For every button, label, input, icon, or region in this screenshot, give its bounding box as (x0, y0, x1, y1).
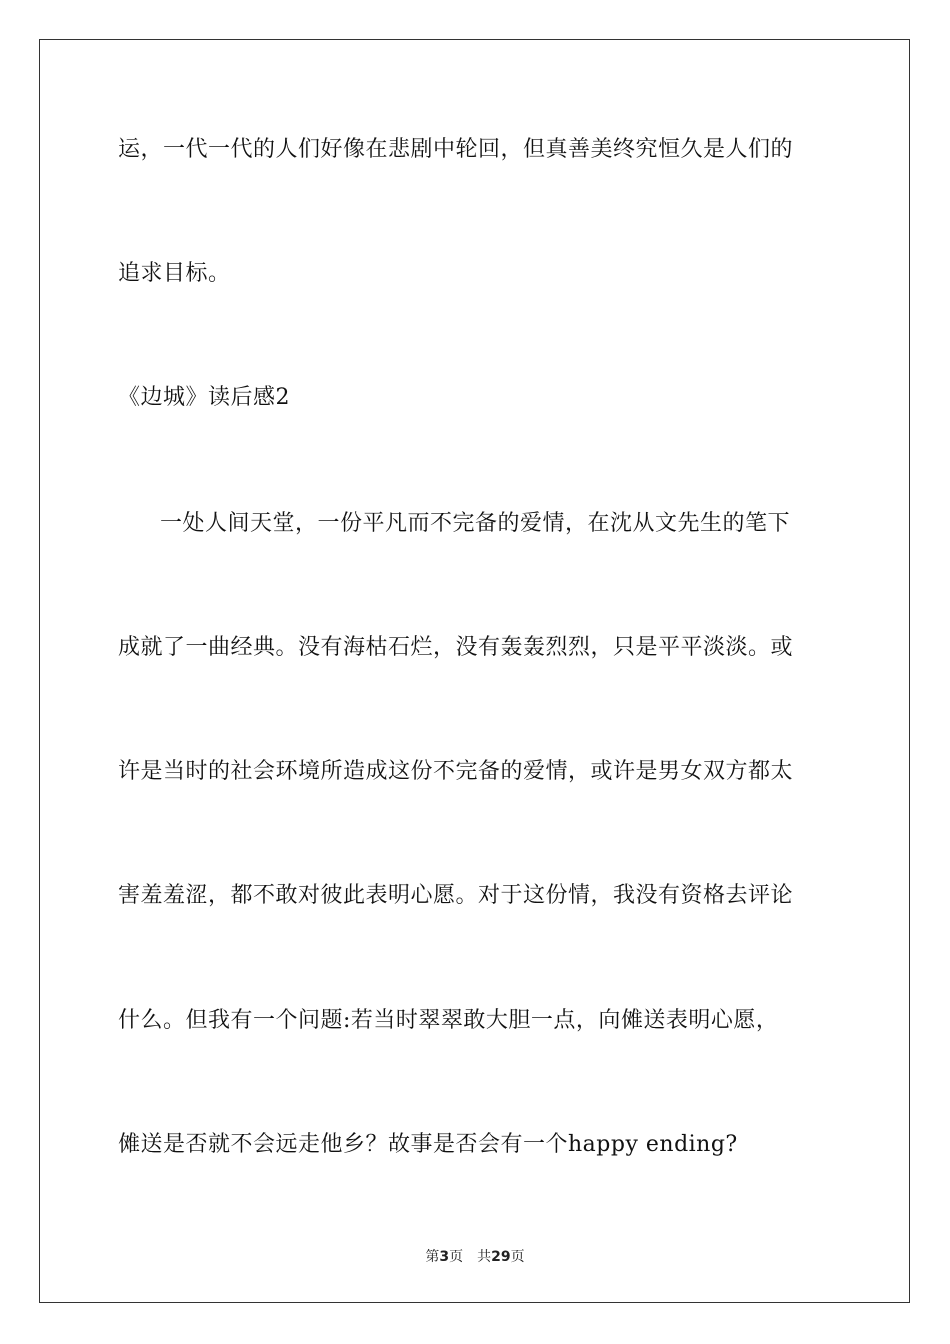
footer-page-prefix: 第 (425, 1249, 440, 1265)
body-text-line-6: 害羞羞涩，都不敢对彼此表明心愿。对于这份情，我没有资格去评论 (118, 883, 794, 908)
footer-total-pages: 29 (491, 1249, 511, 1265)
section-heading: 《边城》读后感2 (118, 385, 290, 410)
body-text-line-4: 成就了一曲经典。没有海枯石烂，没有轰轰烈烈，只是平平淡淡。或 (118, 635, 794, 660)
page-footer (0, 1248, 950, 1266)
footer-total-prefix: 共 (477, 1249, 492, 1265)
footer-total-suffix: 页 (510, 1249, 525, 1265)
body-text-line-8: 傩送是否就不会远走他乡？故事是否会有一个happy ending? (118, 1132, 738, 1157)
footer-page-suffix: 页 (449, 1249, 464, 1265)
body-text-line-7: 什么。但我有一个问题:若当时翠翠敢大胆一点，向傩送表明心愿， (118, 1008, 779, 1033)
body-text-line-2: 追求目标。 (118, 261, 231, 286)
body-text-line-5: 许是当时的社会环境所造成这份不完备的爱情，或许是男女双方都太 (118, 759, 794, 784)
page-border (39, 39, 910, 1303)
body-text-line-1: 运，一代一代的人们好像在悲剧中轮回，但真善美终究恒久是人们的 (118, 137, 794, 162)
body-text-line-3: 一处人间天堂，一份平凡而不完备的爱情，在沈从文先生的笔下 (160, 511, 791, 536)
footer-page-number: 3 (439, 1249, 450, 1265)
